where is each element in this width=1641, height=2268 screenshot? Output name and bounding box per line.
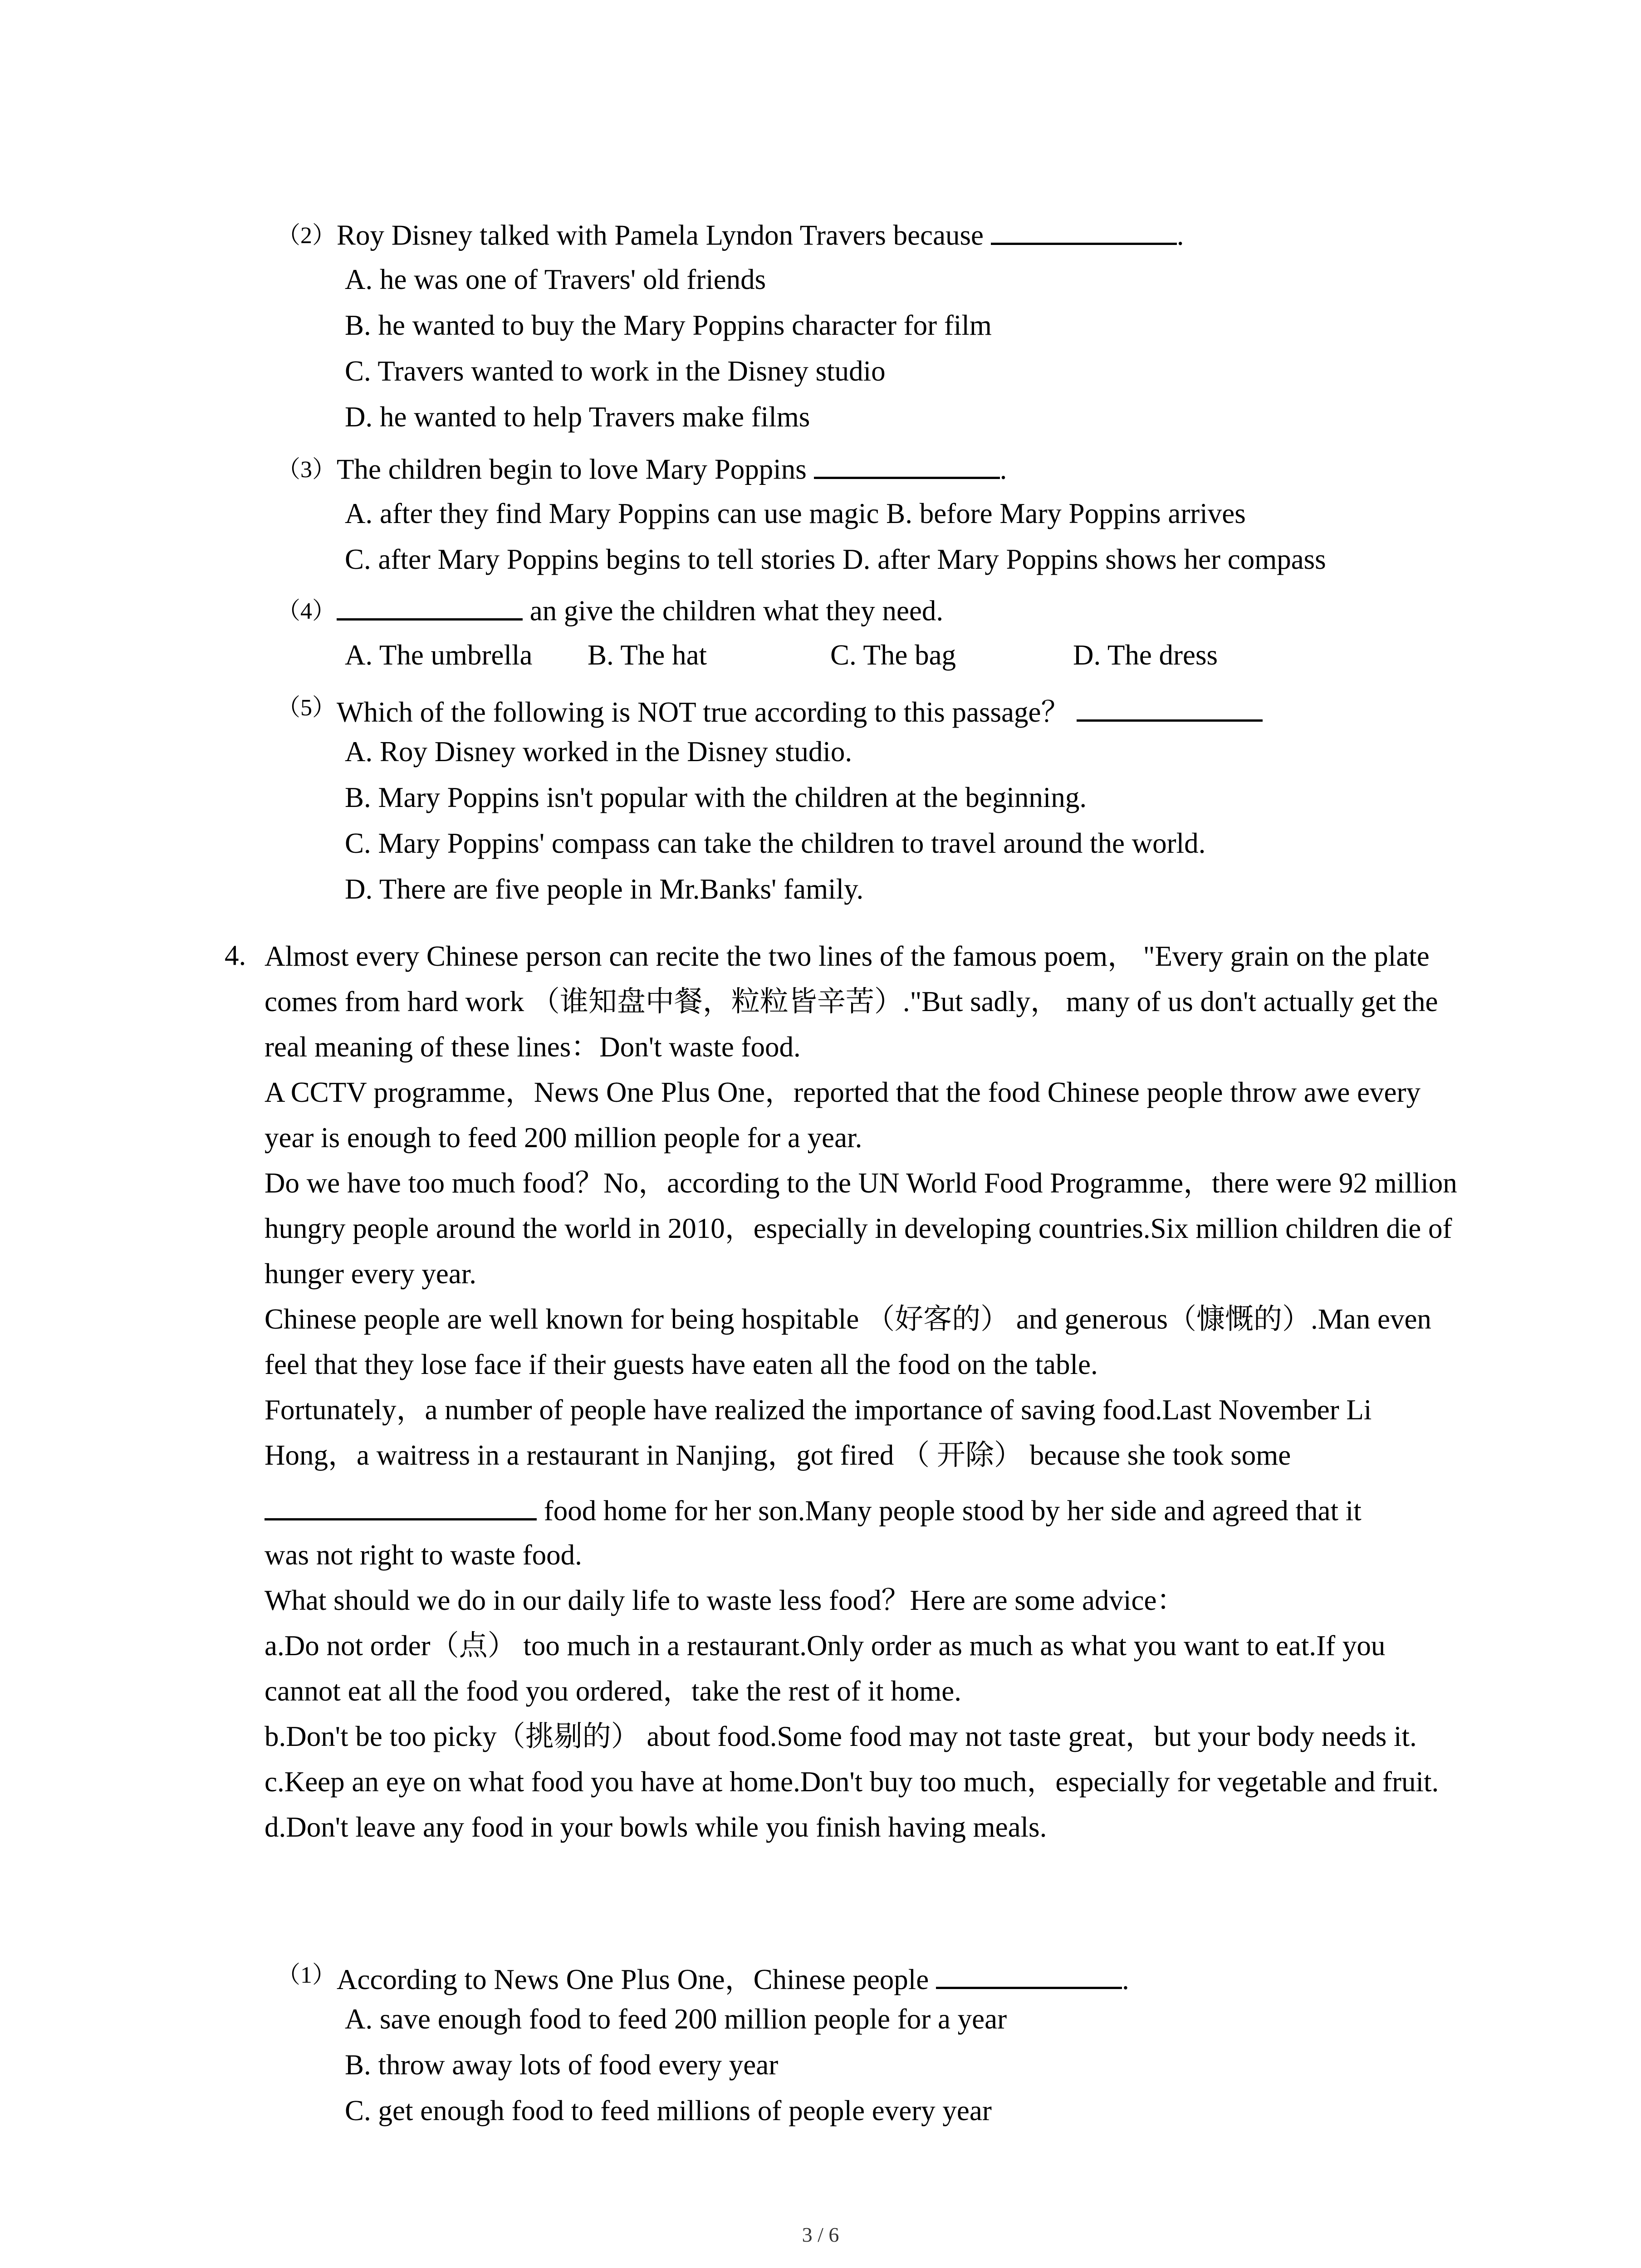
passage-paragraph: was not right to waste food.	[265, 1539, 582, 1571]
passage-paragraph: Do we have too much food？No，according to the UN World Food Programme，there were 92 million hungry people around the world in 2010，especially in developing countries.Six million children die of hunger every year.	[265, 1167, 1457, 1290]
advice-item: c.Keep an eye on what food you have at home.Don't buy too much，especially for vegetable and fruit.	[265, 1766, 1439, 1798]
option-c: C. Travers wanted to work in the Disney studio	[345, 355, 886, 387]
option-a: A. Roy Disney worked in the Disney studio.	[345, 736, 852, 767]
question-4-passage	[265, 934, 1462, 1478]
option-line: C. after Mary Poppins begins to tell stories D. after Mary Poppins shows her compass	[345, 543, 1326, 575]
answer-blank[interactable]	[1077, 694, 1263, 722]
advice-item: b.Don't be too picky（挑剔的） about food.Some food may not taste great，but your body needs it.	[265, 1721, 1417, 1752]
question-number: （3）	[277, 457, 336, 483]
option-b: B. Mary Poppins isn't popular with the children at the beginning.	[345, 782, 1087, 813]
question-number: （2）	[277, 223, 336, 249]
option-d: D. There are five people in Mr.Banks' family.	[345, 873, 864, 905]
page-number: 3 / 6	[802, 2223, 839, 2246]
option-d: D. he wanted to help Travers make films	[345, 401, 810, 433]
option-b: B. throw away lots of food every year	[345, 2049, 779, 2081]
passage-paragraph: Fortunately，a number of people have realized the importance of saving food.Last November Li Hong，a waitress in a restaurant in Nanjing，got fired （ 开除） because she took some	[265, 1394, 1372, 1471]
advice-item: d.Don't leave any food in your bowls while you finish having meals.	[265, 1811, 1047, 1843]
option-c: C. The bag	[830, 639, 956, 671]
answer-blank[interactable]	[991, 217, 1177, 245]
passage-paragraph: Chinese people are well known for being hospitable （好客的） and generous（慷慨的）.Man even feel that they lose face if their guests have eaten all the food on the table.	[265, 1303, 1431, 1380]
option-c: C. get enough food to feed millions of people every year	[345, 2095, 992, 2126]
question-number: （5）	[277, 695, 336, 721]
answer-blank[interactable]	[814, 451, 1000, 479]
question-stem: According to News One Plus One，Chinese people .	[337, 1956, 1129, 1998]
option-c: C. Mary Poppins' compass can take the children to travel around the world.	[345, 827, 1206, 859]
answer-blank[interactable]	[265, 1492, 537, 1520]
question-stem: Which of the following is NOT true according to this passage？	[337, 689, 1263, 730]
option-b: B. he wanted to buy the Mary Poppins character for film	[345, 309, 992, 341]
question-number: （4）	[277, 598, 336, 624]
passage-paragraph: A CCTV programme，News One Plus One，reported that the food Chinese people throw awe every year is enough to feed 200 million people for a year.	[265, 1076, 1421, 1154]
option-line: A. after they find Mary Poppins can use magic B. before Mary Poppins arrives	[345, 498, 1246, 529]
passage-paragraph: What should we do in our daily life to waste less food？Here are some advice：	[265, 1584, 1185, 1616]
question-stem: The children begin to love Mary Poppins .	[337, 451, 1007, 486]
option-b: B. The hat	[588, 639, 707, 671]
passage-paragraph: Almost every Chinese person can recite the two lines of the famous poem， "Every grain on the plate comes from hard work （谁知盘中餐，粒粒皆辛苦）."But sadly， many of us don't actually get the real meaning of these lines：Don't waste food.	[265, 940, 1438, 1063]
answer-blank[interactable]	[936, 1961, 1122, 1989]
question-number: （1）	[277, 1962, 336, 1988]
question-4-passage-continued	[265, 1532, 1462, 1850]
passage-blank-line: food home for her son.Many people stood by her side and agreed that it	[265, 1492, 1362, 1528]
question-4-number: 4.	[225, 939, 246, 971]
question-stem: an give the children what they need.	[337, 592, 943, 628]
answer-blank[interactable]	[337, 592, 523, 621]
option-a: A. save enough food to feed 200 million people for a year	[345, 2003, 1007, 2035]
option-d: D. The dress	[1073, 639, 1218, 671]
option-a: A. The umbrella	[345, 639, 533, 671]
question-stem: Roy Disney talked with Pamela Lyndon Travers because .	[337, 217, 1184, 252]
option-a: A. he was one of Travers' old friends	[345, 264, 766, 295]
advice-item: a.Do not order（点） too much in a restaurant.Only order as much as what you want to eat.If you cannot eat all the food you ordered，take the rest of it home.	[265, 1630, 1386, 1707]
